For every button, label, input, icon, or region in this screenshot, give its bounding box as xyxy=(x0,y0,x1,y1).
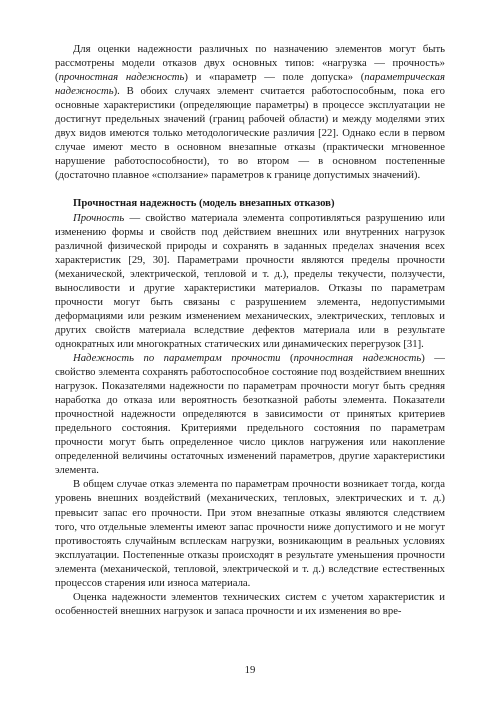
paragraph-strength-definition xyxy=(55,211,445,351)
italic-term: прочностная надежность xyxy=(293,351,422,364)
paragraph-failure-general: В общем случае отказ элемента по параметрам прочности возникает тогда, когда уровень внешних воздействий (механических, тепловых, электрических и т. д.) превысит запас его прочности. При этом внезапные отказы являются следствием того, что отдельные элементы имеют запас прочности ниже допустимого и не могут противостоять случайным всплескам нагрузки, возникающим в реальных условиях эксплуатации. Постепенные отказы происходят в результате уменьшения прочности элемента (механической, тепловой, электрической и т. д.) вследствие естественных процессов старения или износа материала. xyxy=(55,478,445,589)
section-heading: Прочностная надежность (модель внезапных отказов) xyxy=(73,197,335,210)
paragraph-assessment: Оценка надежности элементов технических систем с учетом характеристик и особенностей внешних нагрузок и запаса прочности и их изменения во вре- xyxy=(55,590,445,617)
text-run: ) — свойство элемента сохранять работоспособное состояние под воздействием внешних нагрузок. Показателями надежности по параметрам прочности могут быть средняя наработка до отказа или вероятность безотказной работы элемента. Показатели прочностной надежности определяются в зависимости от принятых критериев предельного состояния. Критериями предельного состояния по параметрам прочности могут быть определенное число циклов нагружения или накопление определенной величины остаточных изменений параметров, другие характеристики элемента. xyxy=(55,351,445,477)
text-run: ( xyxy=(280,351,294,364)
section-gap xyxy=(55,182,445,196)
text-run: ). В обоих случаях элемент считается работоспособным, пока его основные характеристики (определяющие параметры) в процессе эксплуатации не достигнут предельных значений (границ рабочей области) и между моделями этих двух видов имеются только методологические различия [22]. Однако если в первом случае имеют место в основном внезапные отказы (практически мгновенное нарушение работоспособности), то во втором — в основном постепенные (достаточно плавное «сползание» параметров к границе допустимых значений). xyxy=(55,85,445,182)
paragraph-reliability-definition xyxy=(55,351,445,477)
italic-term: параметрическая надежность xyxy=(55,71,445,98)
text-run: — свойство материала элемента сопротивляться разрушению или изменению формы и свойств под действием внешних или внутренних нагрузок различной физической природы и сохранять в заданных пределах значения всех характеристик [29, 30]. Параметрами прочности являются пределы прочности (механической, электрической, тепловой и т. д.), пределы текучести, ползучести, выносливости и другие характеристики материалов. Отказы по параметрам прочности могут быть связаны с разрушением элемента, недопустимыми деформациями или резким изменением механических, электрических, тепловых и других свойств материала вследствие дефектов материала или в результате однократных или многократных статических или динамических перегрузок [31]. xyxy=(55,211,445,350)
italic-term: Надежность по параметрам прочности xyxy=(73,351,281,364)
text-run: ) и «параметр — поле допуска» ( xyxy=(184,71,365,84)
text-run: Для оценки надежности различных по назначению элементов могут быть рассмотрены модели отказов двух основных типов: «нагрузка — прочность» ( xyxy=(55,43,445,84)
paragraph-intro xyxy=(55,42,445,182)
page-number: 19 xyxy=(244,664,256,676)
italic-term: Прочность xyxy=(73,211,125,224)
italic-term: прочностная надежность xyxy=(58,71,185,84)
document-body xyxy=(55,42,445,618)
